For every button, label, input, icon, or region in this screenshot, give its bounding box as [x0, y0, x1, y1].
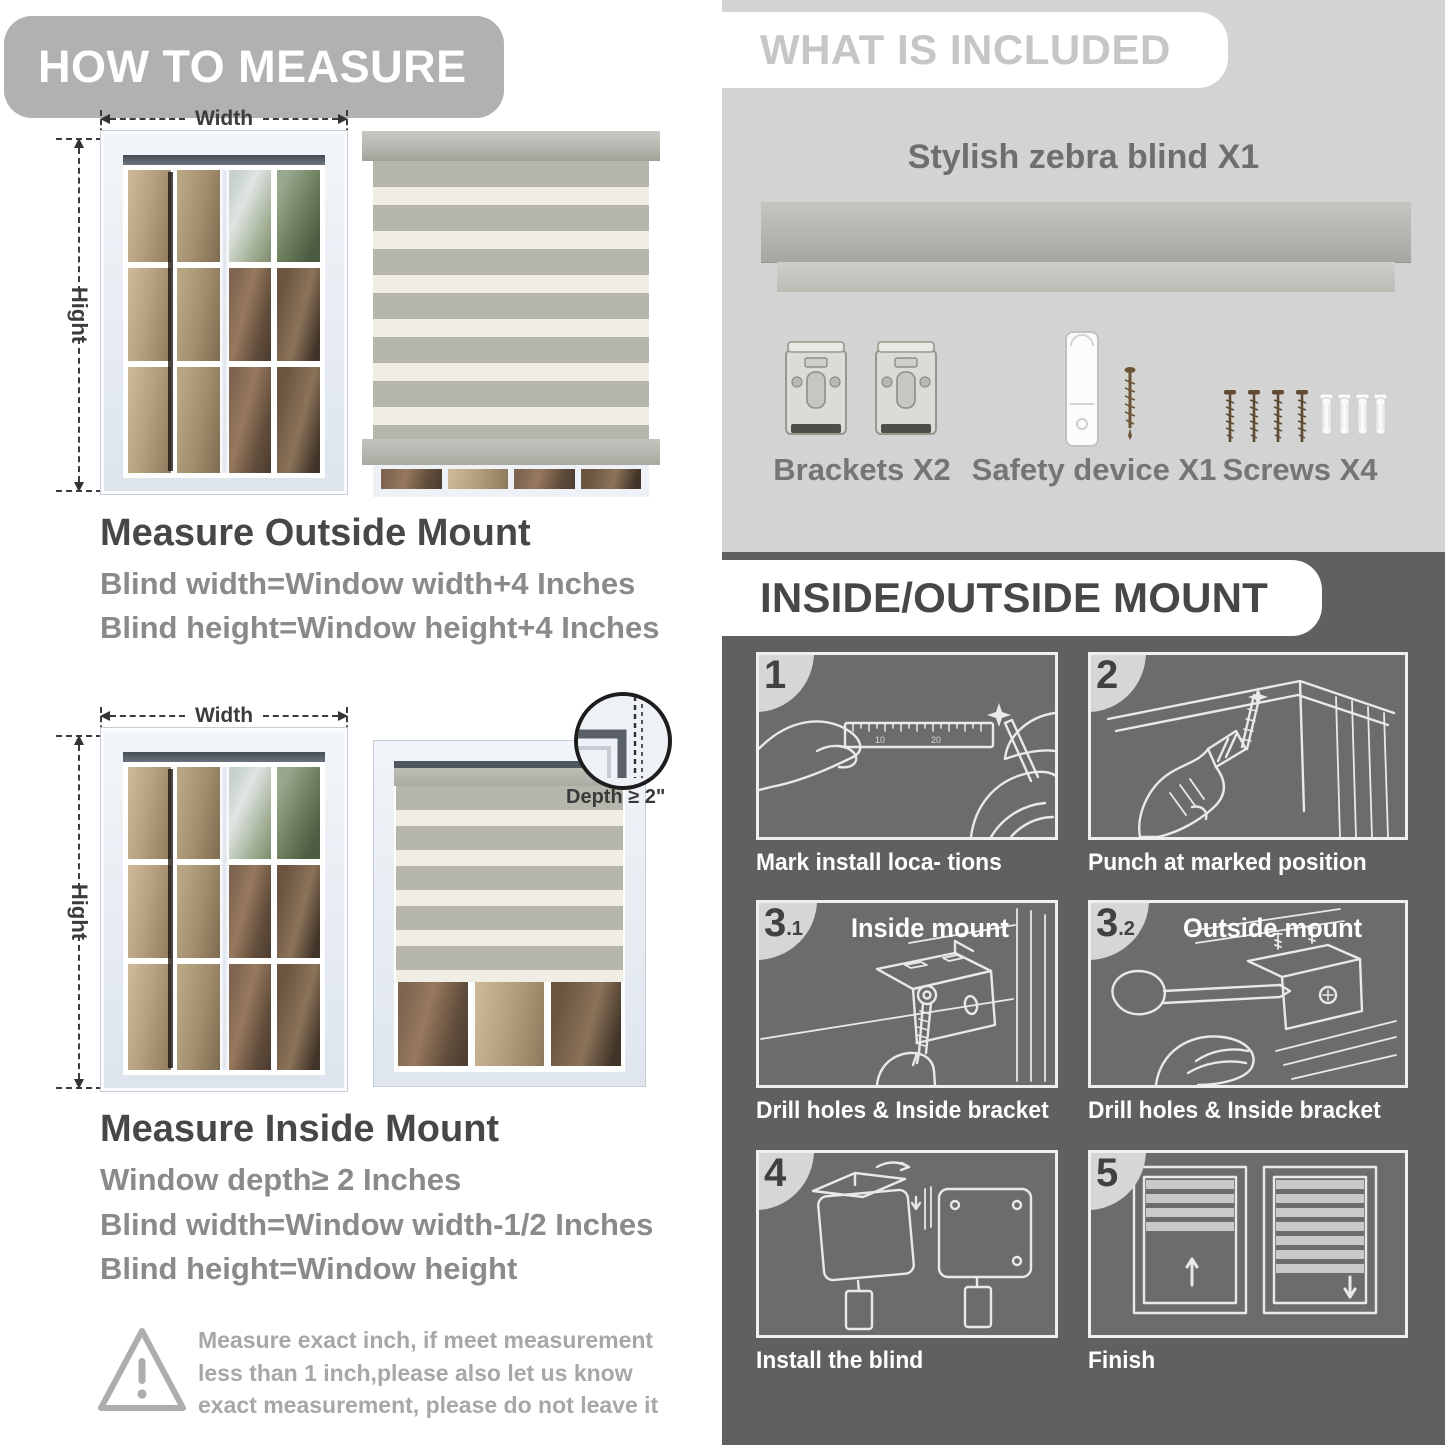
window-head-rail	[123, 752, 325, 762]
width-measure-outside	[100, 106, 348, 132]
height-label: Hight	[67, 286, 93, 344]
width-label: Width	[194, 704, 254, 727]
inside-height-formula: Blind height=Window height	[100, 1251, 518, 1286]
screws-label: Screws X4	[1222, 452, 1378, 487]
height-measure-outside	[64, 138, 94, 492]
frame-corner-detail-icon	[578, 696, 660, 778]
blind-stripes	[373, 161, 649, 439]
window-sash-left	[128, 767, 220, 1070]
svg-text:20: 20	[931, 735, 942, 745]
step-2	[1088, 652, 1408, 877]
depth-magnifier	[574, 692, 672, 790]
what-is-included-section	[722, 0, 1445, 552]
step-number-badge: 5	[1088, 1150, 1146, 1210]
how-to-measure-title: HOW TO MEASURE	[38, 41, 467, 92]
inside-width-formula: Blind width=Window width-1/2 Inches	[100, 1207, 654, 1242]
window-strip-below-blind	[373, 465, 649, 497]
inside-mount-title: Measure Inside Mount	[100, 1108, 500, 1150]
blind-bottom-rail	[362, 439, 660, 465]
step-5	[1088, 1150, 1408, 1375]
step-number-badge: 2	[1088, 652, 1146, 712]
what-is-included-header	[722, 12, 1228, 88]
measure-tick	[56, 735, 102, 737]
step-caption: Finish	[1088, 1347, 1156, 1374]
outside-height-formula: Blind height=Window height+4 Inches	[100, 610, 660, 645]
step-caption: Mark install loca- tions	[756, 849, 1002, 876]
step-caption: Punch at marked position	[1088, 849, 1367, 876]
measure-tick	[56, 138, 102, 140]
warning-triangle-icon	[95, 1322, 189, 1420]
mount-section-header	[722, 560, 1322, 636]
svg-text:10: 10	[875, 735, 886, 745]
blind-headrail-image	[761, 202, 1411, 262]
measurement-warning-text: Measure exact inch, if meet measurement less than 1 inch,please also let us know exact measurement, please do not leave it	[198, 1327, 659, 1419]
window-photo-outside	[100, 130, 348, 495]
depth-note: Depth ≥ 2"	[566, 786, 666, 808]
inside-depth-rule: Window depth≥ 2 Inches	[100, 1162, 462, 1197]
step-number-badge: 3 .1	[756, 900, 817, 960]
step-4	[756, 1150, 1058, 1375]
window-sash-right	[229, 170, 321, 473]
window-photo-inside	[100, 727, 348, 1092]
zebra-blind-outside-mount-image	[362, 128, 660, 497]
step-number-badge: 3 .2	[1088, 900, 1149, 960]
outside-width-formula: Blind width=Window width+4 Inches	[100, 566, 636, 601]
window-sash-left	[128, 170, 220, 473]
window-sash-right	[229, 767, 321, 1070]
mount-steps-section	[722, 552, 1445, 1445]
blind-stripes	[396, 786, 623, 982]
step-caption: Install the blind	[756, 1347, 924, 1374]
step-number-badge: 1	[756, 652, 814, 712]
measure-tick	[56, 1087, 102, 1089]
width-measure-inside	[100, 703, 348, 729]
measure-tick	[56, 490, 102, 492]
window-strip-below-blind	[396, 982, 623, 1072]
blind-headrail-bottom	[777, 262, 1395, 292]
mount-section-title: INSIDE/OUTSIDE MOUNT	[760, 574, 1269, 621]
product-name: Stylish zebra blind X1	[907, 138, 1260, 176]
step-3-1: 3 .1 Inside mount Drill holes & Inside bracket	[756, 900, 1058, 1125]
width-label: Width	[194, 107, 254, 130]
brackets-label: Brackets X2	[773, 452, 951, 487]
safety-device-icon	[1054, 330, 1154, 452]
how-to-measure-header	[4, 16, 504, 118]
height-measure-inside	[64, 735, 94, 1089]
step-caption: Drill holes & Inside bracket	[1088, 1097, 1381, 1124]
step-1	[756, 652, 1058, 877]
screws-icon	[1220, 386, 1396, 448]
window-head-rail	[123, 155, 325, 165]
step-3-2: 3 .2 Outside mount Drill holes & Inside bracket	[1088, 900, 1408, 1125]
safety-device-label: Safety device X1	[971, 452, 1217, 487]
step-caption: Drill holes & Inside bracket	[756, 1097, 1049, 1124]
outside-mount-title: Measure Outside Mount	[100, 512, 531, 554]
drill-illustration	[1091, 655, 1405, 837]
step-number-badge: 4	[756, 1150, 814, 1210]
what-is-included-title: WHAT IS INCLUDED	[760, 26, 1171, 73]
blind-top-rail	[362, 131, 660, 161]
finish-illustration	[1091, 1153, 1405, 1335]
height-label: Hight	[67, 883, 93, 941]
brackets-icon	[784, 336, 942, 442]
